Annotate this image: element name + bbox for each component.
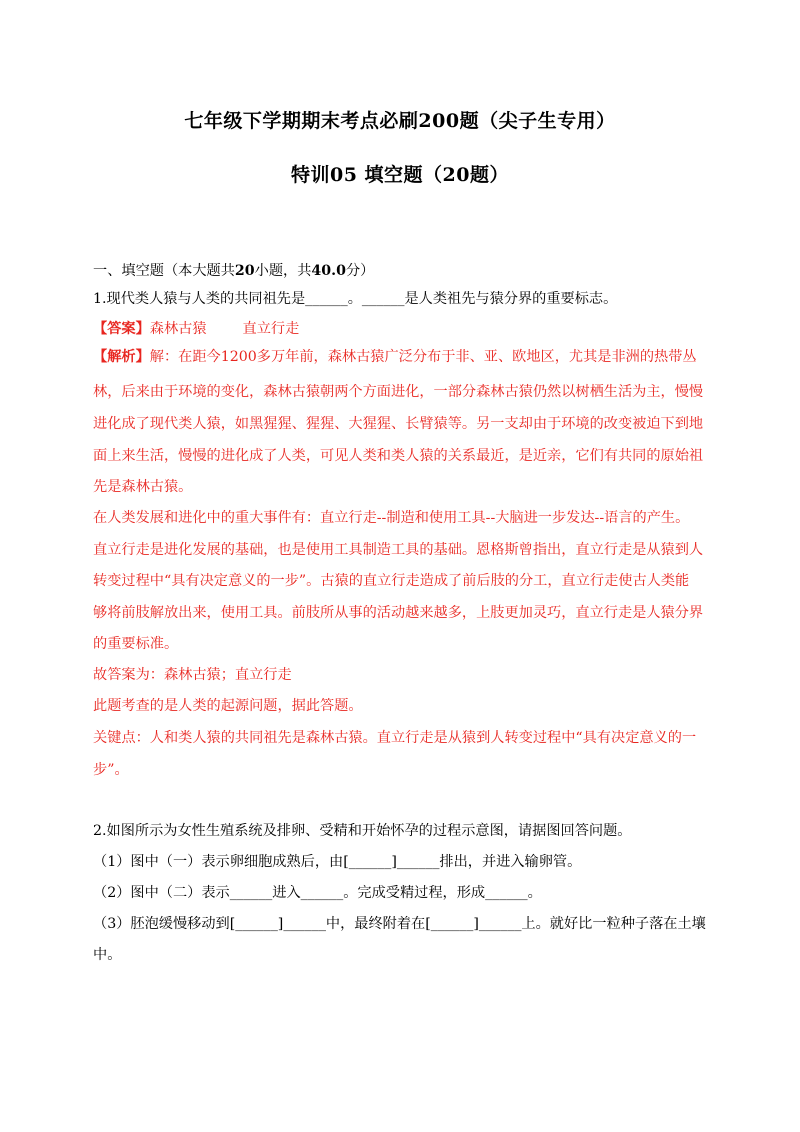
question-2-part-3-cont: 中。 <box>93 947 122 963</box>
question-2-part-3: （3）胚泡缓慢移动到[______]______中，最终附着在[______]______上。就好比一粒种子落在土壤 <box>93 916 706 932</box>
analysis-line-6: 在人类发展和进化中的重大事件有：直立行走--制造和使用工具--大脑进一步发达--语言的产生。 <box>93 510 690 526</box>
answer-value-1: 森林古猿 <box>149 321 207 337</box>
analysis-tag: 【解析】 <box>93 349 150 365</box>
analysis-line-9: 够将前肢解放出来，使用工具。前肢所从事的活动越来越多，上肢更加灵巧，直立行走是人猿分界 <box>93 605 704 621</box>
analysis-line-2: 林，后来由于环境的变化，森林古猿朝两个方面进化，一部分森林古猿仍然以树栖生活为主，慢慢 <box>93 384 704 400</box>
answer-value-2: 直立行走 <box>242 321 300 337</box>
analysis-line-4: 面上来生活，慢慢的进化成了人类，可见人类和类人猿的关系最近，是近亲，它们有共同的原始祖 <box>93 448 704 464</box>
answer-tag: 【答案】 <box>93 321 150 337</box>
analysis-line-10: 的重要标准。 <box>93 636 179 652</box>
analysis-line-11: 故答案为：森林古猿；直立行走 <box>93 667 292 683</box>
analysis-line-12: 此题考查的是人类的起源问题，据此答题。 <box>93 698 363 714</box>
question-2-part-1: （1）图中（一）表示卵细胞成熟后，由[______]______排出，并进入输卵管。 <box>93 854 582 870</box>
document-title: 七年级下学期期末考点必刷200题（尖子生专用） <box>184 110 616 132</box>
question-2: 2.如图所示为女性生殖系统及排卵、受精和开始怀孕的过程示意图，请据图回答问题。 <box>93 823 632 839</box>
analysis-line-1: 【解析】解：在距今1200多万年前，森林古猿广泛分布于非、亚、欧地区，尤其是非洲的热带丛 <box>93 349 697 365</box>
answer-line <box>93 319 713 339</box>
section-heading: 一、填空题（本大题共20小题，共40.0分） <box>93 263 375 279</box>
analysis-line-3: 进化成了现代类人猿，如黑猩猩、猩猩、大猩猩、长臂猿等。另一支却由于环境的改变被迫下到地 <box>93 416 704 432</box>
analysis-line-13: 关键点：人和类人猿的共同祖先是森林古猿。直立行走是从猿到人转变过程中“具有决定意义的一 <box>93 730 697 746</box>
analysis-line-14: 步”。 <box>93 762 129 778</box>
document-subtitle: 特训05 填空题（20题） <box>291 164 509 186</box>
analysis-line-8: 转变过程中“具有决定意义的一步”。古猿的直立行走造成了前后肢的分工，直立行走使古人类能 <box>93 573 690 589</box>
analysis-line-7: 直立行走是进化发展的基础，也是使用工具制造工具的基础。恩格斯曾指出，直立行走是从猿到人 <box>93 542 704 558</box>
analysis-line-5: 先是森林古猿。 <box>93 479 193 495</box>
question-1: 1.现代类人猿与人类的共同祖先是______。______是人类祖先与猿分界的重要标志。 <box>93 291 618 307</box>
question-2-part-2: （2）图中（二）表示______进入______。完成受精过程，形成______。 <box>93 885 542 901</box>
